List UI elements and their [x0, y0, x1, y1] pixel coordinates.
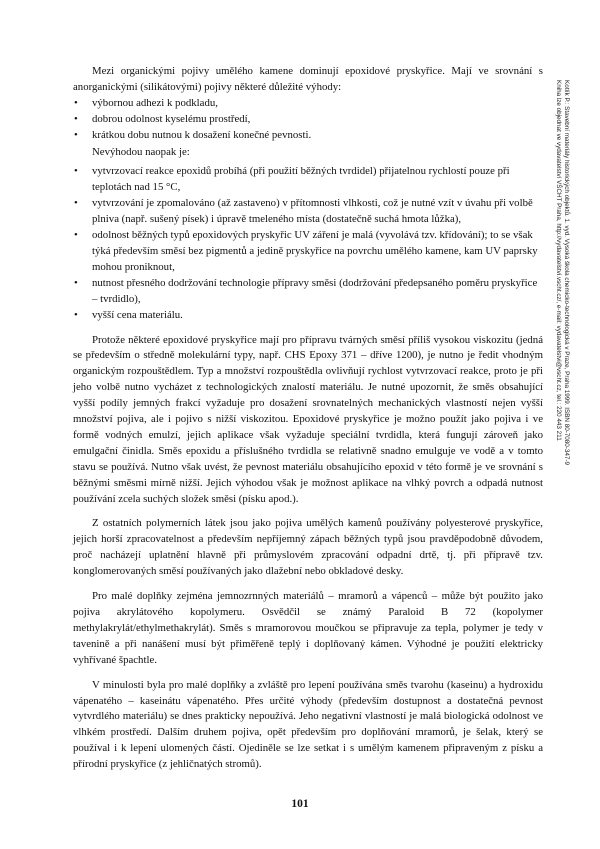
- citation-line: Kotlík P.: Stavební materiály historických objektů. 1. vyd. Vysoká škola chemicko-technologická v Praze, Praha 1999. ISBN 80-7080-347-9: [563, 80, 570, 466]
- list-item: • výbornou adhezi k podkladu,: [73, 96, 543, 112]
- citation-line: Kniha lze objednat ve vydavatelství VŠCHT Praha, http://vydavatelstvi.vscht.cz/, e-mail: vydavatelstvi@vscht.cz, tel.: 220 443 211: [554, 80, 562, 441]
- advantages-list: [73, 96, 543, 144]
- list-item: • odolnost běžných typů epoxidových pryskyřic UV záření je malá (vyvolává tzv. křídování); to se však týká především směsí bez pigmentů a jedině pryskyřice na povrchu umělého kamene, kam UV paprsky mohou proniknout,: [73, 228, 543, 276]
- paragraph-intro: Mezi organickými pojivy umělého kamene dominují epoxidové pryskyřice. Mají ve srovnání s anorganickými (silikátovými) pojivy některé důležité výhody:: [73, 65, 543, 93]
- list-item: • vytvrzování je zpomalováno (až zastaveno) v přítomnosti vlhkosti, což je nutné vzít v úvahu při volbě plniva (např. sušený písek) i úpravě tmeleného místa (dostatečně suchá hmota lůžka),: [73, 196, 543, 228]
- list-item: • vytvrzovací reakce epoxidů probíhá (při použití běžných tvrdidel) přijatelnou rychlostí pouze při teplotách nad 15 °C,: [73, 164, 543, 196]
- page-body: [73, 64, 543, 773]
- list-item: • krátkou dobu nutnou k dosažení konečné pevnosti.: [73, 128, 543, 144]
- page-number: 101: [291, 798, 309, 810]
- list-item: • nutnost přesného dodržování technologie přípravy směsi (dodržování předepsaného poměru pryskyřice – tvrdidlo),: [73, 276, 543, 308]
- disadvantages-list: [73, 164, 543, 323]
- paragraph-acrylate: Pro malé doplňky zejména jemnozrnných materiálů – mramorů a vápenců – může být použito jako pojiva akrylátového kopolymeru. Osvědčil se známý Paraloid B 72 (kopolymer methylakrylát/ethylmethakrylát). Směs s mramorovou moučkou se připravuje za tepla, polymer je tedy v tavenině a při nanášení musí být přiměřeně teplý i doplňovaný kámen. Výhodné je použití elektricky vyhřívané špachtle.: [73, 590, 543, 666]
- paragraph-disadvantages-heading: Nevýhodou naopak je:: [92, 145, 190, 158]
- side-citation: [553, 80, 570, 600]
- list-item: • vyšší cena materiálu.: [73, 308, 543, 324]
- paragraph-polyester: Z ostatních polymerních látek jsou jako pojiva umělých kamenů používány polyesterové pryskyřice, jejich horší zpracovatelnost a především nepříjemný zápach běžných typů jsou pravděpodobně důvodem, proč nacházejí uplatnění hlavně při průmyslovém zpracování odpadní drtě, tj. při přípravě tzv. konglomerovaných směsí používaných jako dlažební nebo obkladové desky.: [73, 517, 543, 578]
- paragraph-epoxy-viscosity: Protože některé epoxidové pryskyřice mají pro přípravu tvárných směsí příliš vysokou viskozitu (jedná se především o středně molekulární typy, např. CHS Epoxy 371 – dříve 1200), je nutno je ředit vhodným organickým rozpouštědlem. Typ a množství rozpouštědla ovlivňují rychlost vytvrzovací reakce, proto je při jeho volbě nutno vycházet z technologických znalostí materiálu. Je nutné upozornit, že směs obsahující vyšší podíly jemných frakcí vyžaduje pro dosažení srovnatelných mechanických vlastností nejen vyšší množství pojiva, ale i pojivo s nižší viskozitou. Epoxidové pryskyřice je možno použít jako pojiva i ve formě vodných emulzí, jejich aplikace však vyžaduje speciální tvrdidla, která fungují zároveň jako emulgační činidla. Směs epoxidu a příslušného tvrdidla se relativně snadno emulguje ve vodě a v tomto stavu se používá. Nutno však uvést, že pevnost materiálu obsahujícího epoxid v této formě je ve srovnání s běžnými směsmi mírně nižší. Jejich výhodou však je možnost aplikace na vlhký povrch a odpadá nutnost používání zcela suchých složek směsi (písku apod.).: [73, 333, 543, 505]
- list-item: • dobrou odolnost kyselému prostředí,: [73, 112, 543, 128]
- paragraph-casein: V minulosti byla pro malé doplňky a zvláště pro lepení používána směs tvarohu (kaseinu) a hydroxidu vápenatého – kaseinátu vápenatého. Přes určité výhody (především dostupnost a dostatečná pevnost vytvrdlého materiálu) se dnes prakticky nepoužívá. Jeho negativní vlastností je malá biologická odolnost ve vlhkém prostředí. Dalším druhem pojiva, opět především pro doplňování mramorů, je šelak, který se používal i k lepení ulomených částí. Ojediněle se lze setkat i s umělým kamenem připraveným z písku a přírodní pryskyřice (z jehličnatých stromů).: [73, 678, 543, 771]
